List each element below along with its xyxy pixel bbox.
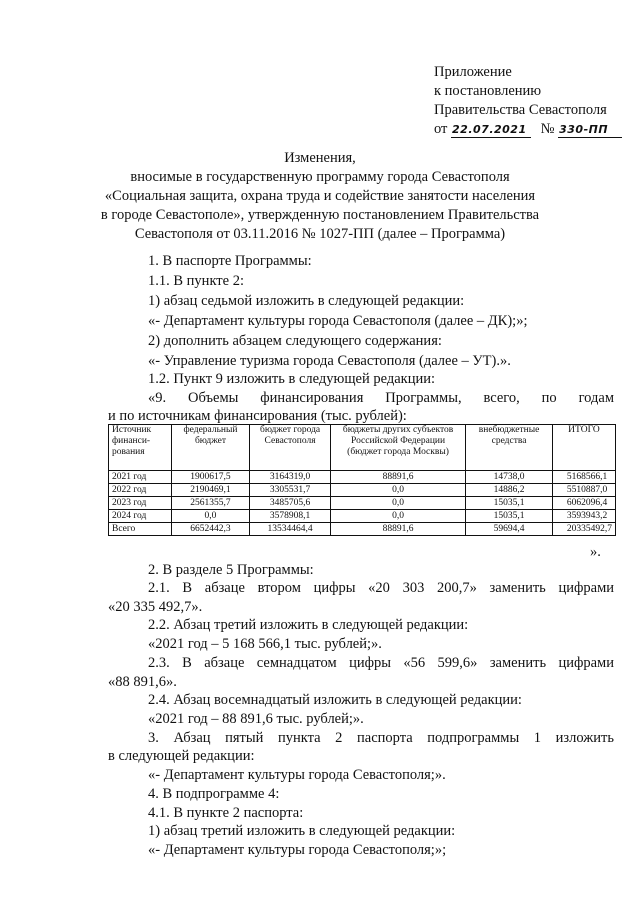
table-header-cell: бюджет города Севастополя: [250, 425, 331, 471]
table-cell: 5510887,0: [552, 484, 615, 497]
table-cell: 3305531,7: [250, 484, 331, 497]
paragraph: 1) абзац седьмой изложить в следующей редакции:: [148, 293, 465, 309]
paragraph: 2) дополнить абзацем следующего содержания:: [148, 333, 442, 349]
paragraph: «88 891,6».: [108, 674, 177, 690]
table-row: [109, 510, 616, 523]
paragraph: 4. В подпрограмме 4:: [148, 786, 280, 802]
paragraph: 2. В разделе 5 Программы:: [148, 562, 314, 578]
table-cell: 15035,1: [466, 510, 553, 523]
table-cell: 6652442,3: [171, 523, 250, 536]
table-row-total: [109, 523, 616, 536]
paragraph: 3. Абзац пятый пункта 2 паспорта подпрограммы 1 изложить: [148, 730, 614, 746]
paragraph: «20 335 492,7».: [108, 599, 203, 615]
table-cell: 0,0: [330, 497, 465, 510]
header-line-1: Приложение: [434, 64, 512, 80]
title-line-3: «Социальная защита, охрана труда и содействие занятости населения: [104, 188, 536, 204]
table-closing-quote: ».: [590, 544, 601, 560]
number-prefix: №: [540, 121, 555, 137]
table-cell: 2561355,7: [171, 497, 250, 510]
table-cell: 2021 год: [109, 471, 172, 484]
table-cell: 1900617,5: [171, 471, 250, 484]
table-cell: 88891,6: [330, 523, 465, 536]
financing-table: [108, 424, 616, 536]
paragraph: 1. В паспорте Программы:: [148, 253, 312, 269]
title-line-4: в городе Севастополе», утвержденную постановлением Правительства: [100, 207, 540, 223]
table-header-cell: федеральный бюджет: [171, 425, 250, 471]
paragraph: 2.2. Абзац третий изложить в следующей редакции:: [148, 617, 469, 633]
paragraph: «9. Объемы финансирования Программы, всего, по годам: [148, 390, 614, 406]
table-header-row: [109, 425, 616, 471]
table-cell: 3485705,6: [250, 497, 331, 510]
paragraph: «- Департамент культуры города Севастополя (далее – ДК);»;: [148, 313, 528, 329]
table-cell: 0,0: [330, 510, 465, 523]
paragraph: 4.1. В пункте 2 паспорта:: [148, 805, 304, 821]
table-cell: 88891,6: [330, 471, 465, 484]
table-cell: 59694,4: [466, 523, 553, 536]
table-row: [109, 497, 616, 510]
table-cell: 0,0: [330, 484, 465, 497]
date-prefix: от: [434, 121, 448, 137]
table-cell: 13534464,4: [250, 523, 331, 536]
paragraph: «- Управление туризма города Севастополя (далее – УТ).».: [148, 353, 511, 369]
table-cell: Всего: [109, 523, 172, 536]
table-cell: 2023 год: [109, 497, 172, 510]
table-row: [109, 484, 616, 497]
table-cell: 2024 год: [109, 510, 172, 523]
header-date-line: [434, 119, 622, 139]
table-cell: 3593943,2: [552, 510, 615, 523]
title-line-2: вносимые в государственную программу города Севастополя: [130, 169, 510, 185]
handwritten-number: 330-ПП: [558, 123, 622, 138]
table-cell: 5168566,1: [552, 471, 615, 484]
paragraph: «2021 год – 5 168 566,1 тыс. рублей;».: [148, 636, 382, 652]
paragraph: «- Департамент культуры города Севастополя;».: [148, 767, 446, 783]
paragraph: 2.3. В абзаце семнадцатом цифры «56 599,6» заменить цифрами: [148, 655, 614, 671]
table-cell: 3578908,1: [250, 510, 331, 523]
paragraph: 1) абзац третий изложить в следующей редакции:: [148, 823, 456, 839]
table-cell: 2190469,1: [171, 484, 250, 497]
table-header-cell: внебюджетные средства: [466, 425, 553, 471]
table-header-cell: Источник финанси-рования: [109, 425, 172, 471]
table-cell: 0,0: [171, 510, 250, 523]
table-header-cell: ИТОГО: [552, 425, 615, 471]
table-header-cell: бюджеты других субъектов Российской Федерации (бюджет города Москвы): [330, 425, 465, 471]
paragraph: 1.1. В пункте 2:: [148, 273, 244, 289]
table-cell: 20335492,7: [552, 523, 615, 536]
paragraph: в следующей редакции:: [108, 748, 255, 764]
table-cell: 3164319,0: [250, 471, 331, 484]
header-line-3: Правительства Севастополя: [434, 102, 607, 118]
paragraph: «2021 год – 88 891,6 тыс. рублей;».: [148, 711, 364, 727]
table-cell: 14886,2: [466, 484, 553, 497]
title-line-1: Изменения,: [284, 150, 356, 166]
handwritten-date: 22.07.2021: [451, 123, 531, 138]
table-cell: 6062096,4: [552, 497, 615, 510]
paragraph: «- Департамент культуры города Севастополя;»;: [148, 842, 447, 858]
paragraph: 2.4. Абзац восемнадцатый изложить в следующей редакции:: [148, 692, 522, 708]
header-line-2: к постановлению: [434, 83, 542, 99]
table-cell: 15035,1: [466, 497, 553, 510]
table-row: [109, 471, 616, 484]
paragraph: и по источникам финансирования (тыс. рублей):: [108, 408, 407, 424]
table-cell: 14738,0: [466, 471, 553, 484]
paragraph: 1.2. Пункт 9 изложить в следующей редакции:: [148, 371, 436, 387]
title-line-5: Севастополя от 03.11.2016 № 1027-ПП (далее – Программа): [134, 226, 506, 242]
table-cell: 2022 год: [109, 484, 172, 497]
paragraph: 2.1. В абзаце втором цифры «20 303 200,7» заменить цифрами: [148, 580, 614, 596]
